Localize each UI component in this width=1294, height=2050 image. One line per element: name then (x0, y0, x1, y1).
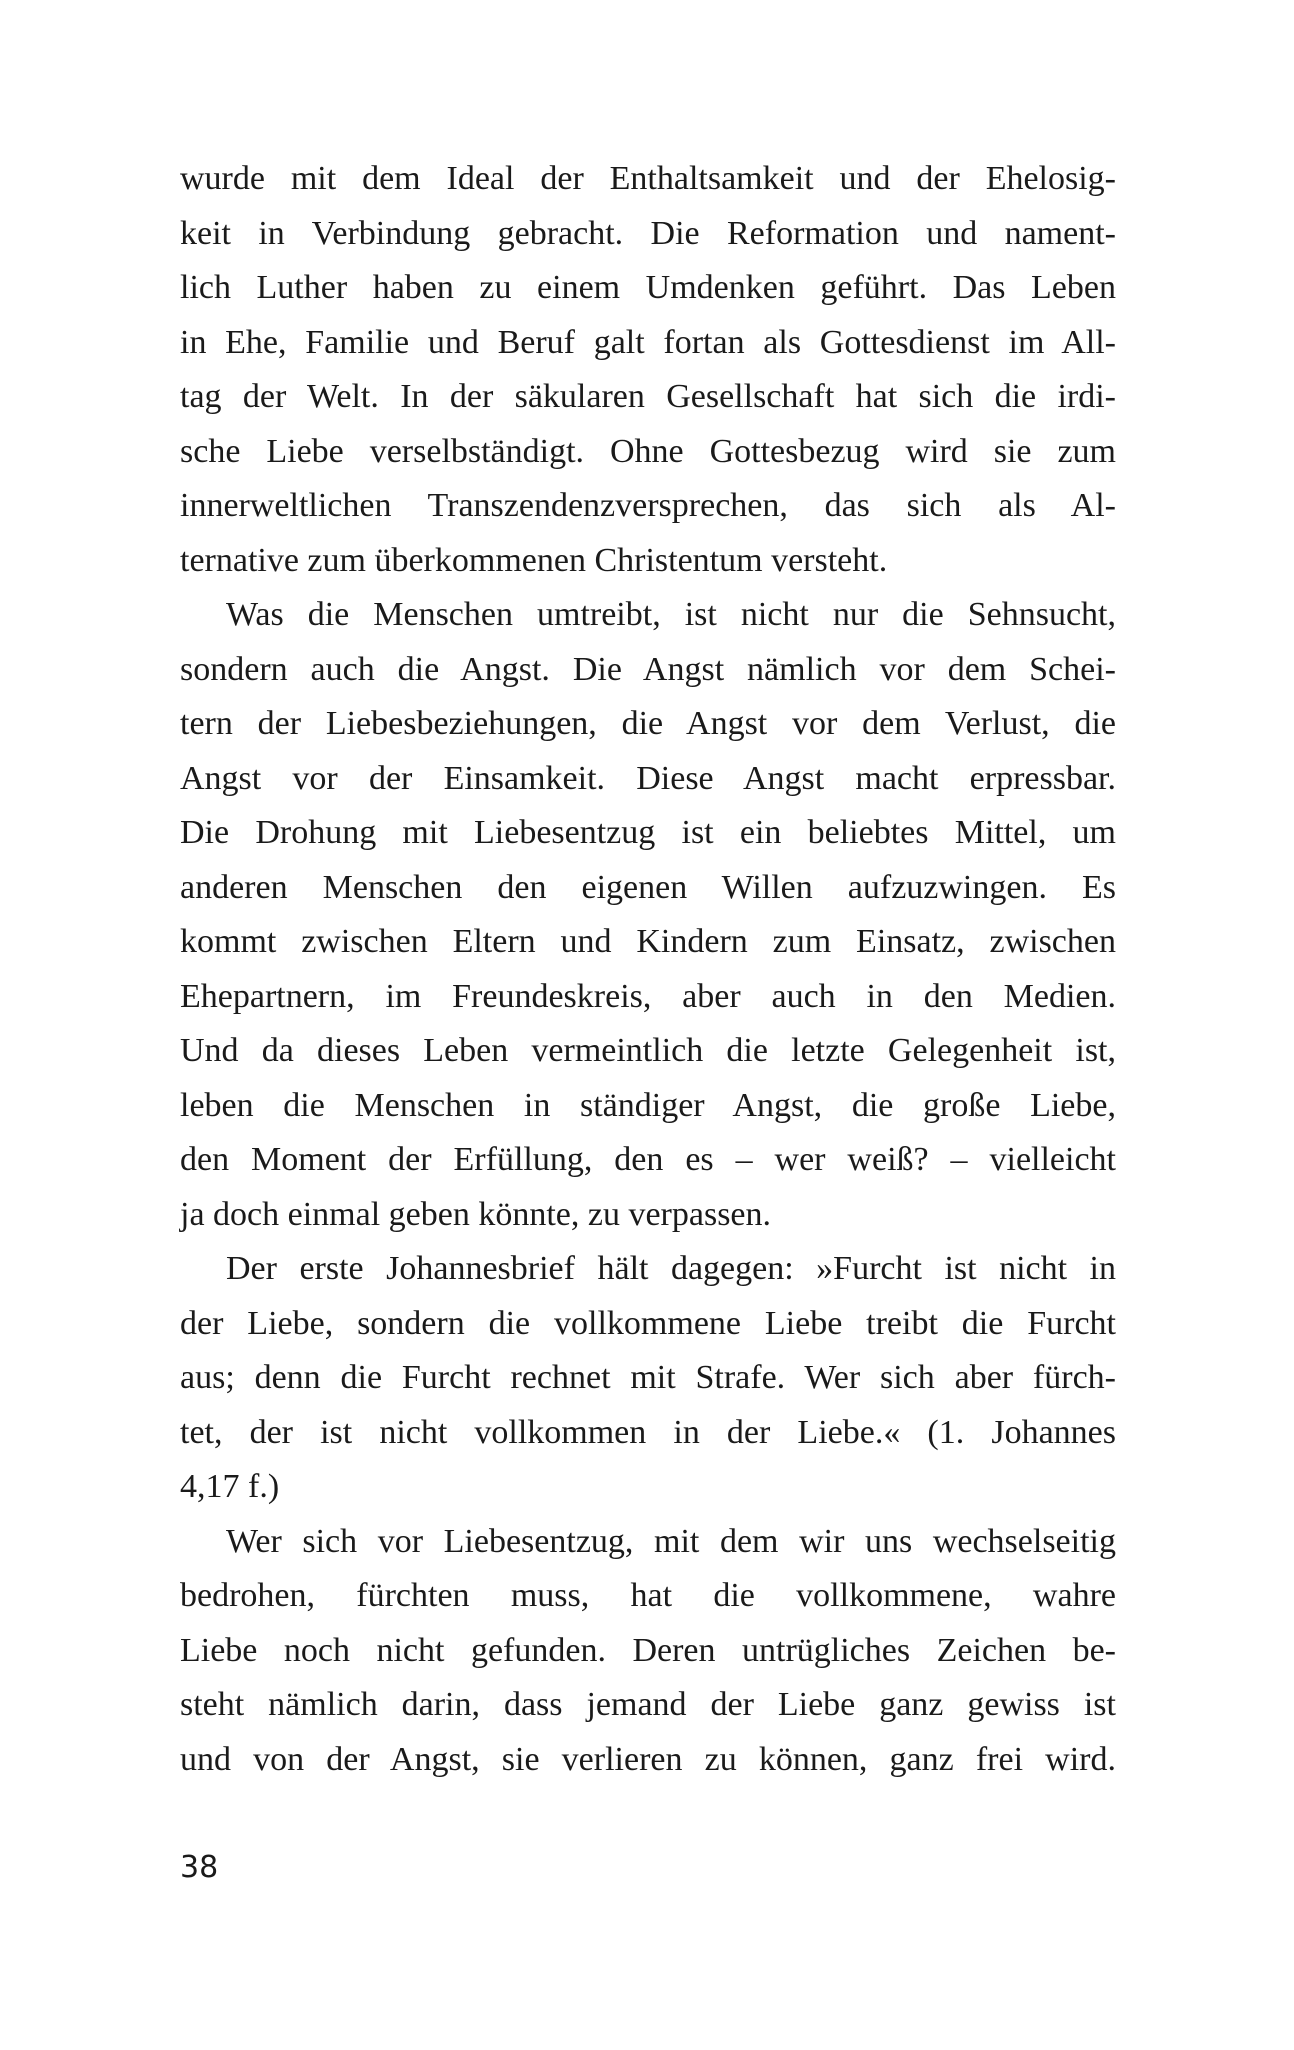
text-line: sche Liebe verselbständigt. Ohne Gottesbezug wird sie zum (180, 432, 1116, 470)
text-line: wurde mit dem Ideal der Enthaltsamkeit und der Ehelosig- (180, 160, 1116, 197)
paragraph-3 (180, 1242, 1116, 1515)
paragraph-1 (180, 152, 1116, 588)
text-line: ternative zum überkommenen Christentum versteht. (180, 541, 888, 579)
text-line: aus; denn die Furcht rechnet mit Strafe. Wer sich aber fürch- (180, 1359, 1116, 1396)
paragraph-4 (180, 1515, 1116, 1788)
text-line: bedrohen, fürchten muss, hat die vollkommene, wahre (180, 1577, 1116, 1614)
text-line: steht nämlich darin, dass jemand der Liebe ganz gewiss ist (180, 1686, 1116, 1723)
text-line: keit in Verbindung gebracht. Die Reformation und nament- (180, 214, 1116, 252)
text-line: Wer sich vor Liebesentzug, mit dem wir uns wechselseitig (226, 1522, 1116, 1560)
text-line: Was die Menschen umtreibt, ist nicht nur die Sehnsucht, (226, 596, 1116, 633)
text-line: Liebe noch nicht gefunden. Deren untrügliches Zeichen be- (180, 1631, 1116, 1669)
text-line: Der erste Johannesbrief hält dagegen: »Furcht ist nicht in (226, 1250, 1116, 1287)
text-line: kommt zwischen Eltern und Kindern zum Einsatz, zwischen (180, 923, 1116, 960)
paragraph-2 (180, 588, 1116, 1242)
text-line: lich Luther haben zu einem Umdenken geführt. Das Leben (180, 269, 1116, 306)
page-number: 38 (180, 1850, 219, 1885)
text-line: Angst vor der Einsamkeit. Diese Angst macht erpressbar. (180, 759, 1116, 797)
body-text (180, 152, 1116, 1787)
text-line: 4,17 f.) (180, 1468, 280, 1505)
text-line: der Liebe, sondern die vollkommene Liebe treibt die Furcht (180, 1304, 1116, 1342)
text-line: ja doch einmal geben könnte, zu verpassen. (180, 1195, 772, 1233)
text-line: tet, der ist nicht vollkommen in der Liebe.« (1. Johannes (180, 1413, 1116, 1451)
text-line: Und da dieses Leben vermeintlich die letzte Gelegenheit ist, (180, 1032, 1116, 1069)
text-line: Ehepartnern, im Freundeskreis, aber auch in den Medien. (180, 977, 1116, 1015)
text-line: innerweltlichen Transzendenzversprechen, das sich als Al- (180, 487, 1116, 524)
text-line: sondern auch die Angst. Die Angst nämlich vor dem Schei- (180, 650, 1116, 688)
text-line: den Moment der Erfüllung, den es – wer weiß? – vielleicht (180, 1141, 1116, 1178)
text-line: anderen Menschen den eigenen Willen aufzuzwingen. Es (180, 868, 1116, 906)
text-line: leben die Menschen in ständiger Angst, die große Liebe, (180, 1086, 1116, 1124)
text-line: und von der Angst, sie verlieren zu können, ganz frei wird. (180, 1740, 1116, 1778)
text-line: Die Drohung mit Liebesentzug ist ein beliebtes Mittel, um (180, 814, 1116, 851)
text-line: tern der Liebesbeziehungen, die Angst vor dem Verlust, die (180, 705, 1116, 742)
text-line: tag der Welt. In der säkularen Gesellschaft hat sich die irdi- (180, 378, 1116, 415)
text-line: in Ehe, Familie und Beruf galt fortan als Gottesdienst im All- (180, 323, 1116, 361)
